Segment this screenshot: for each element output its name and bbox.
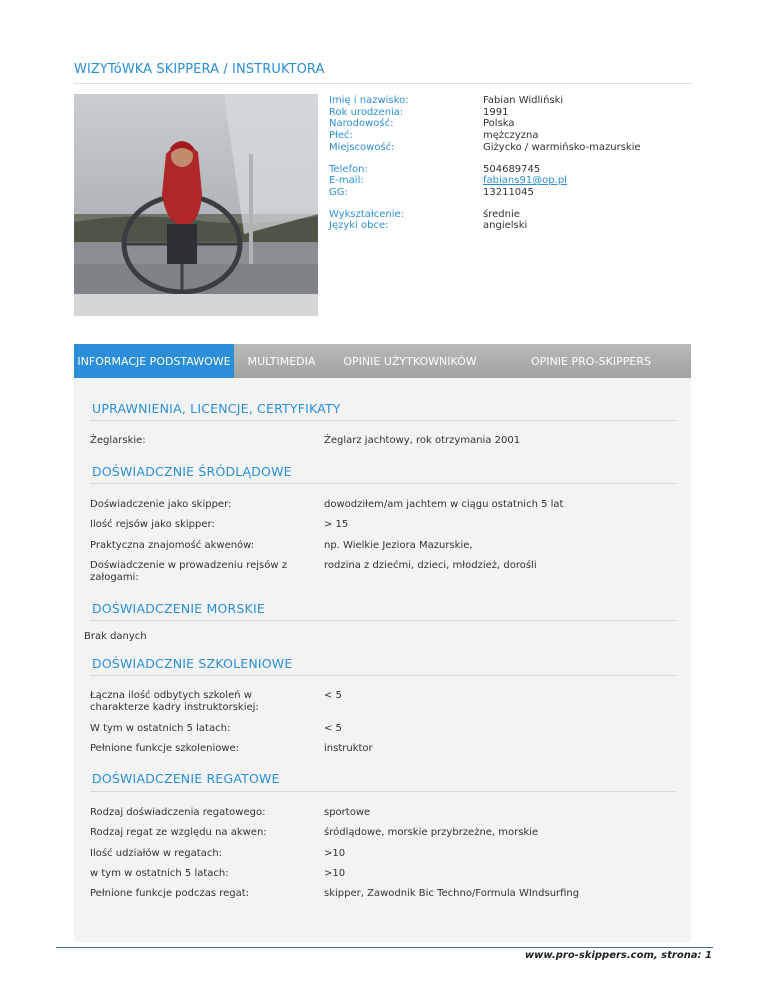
section-title-regatta: DOŚWIADCZENIE REGATOWE [92,771,280,786]
row-value: >10 [324,848,346,859]
row-label: Łączna ilość odbytych szkoleń w charakterze kadry instruktorskiej: [90,690,259,713]
label-education: Wykształcenie: [329,208,405,220]
row-value: rodzina z dziećmi, dzieci, młodzież, dorośli [324,560,537,571]
personal-info-group [329,95,709,154]
row-label: Pełnione funkcje podczas regat: [90,888,250,899]
footer-divider [56,947,713,948]
row-label: W tym w ostatnich 5 latach: [90,723,231,734]
label-gender: Płeć: [329,130,353,142]
section-divider [90,620,676,621]
section-divider [90,420,676,421]
row-label: Doświadczenie w prowadzeniu rejsów z załogami: [90,560,287,583]
value-phone: 504689745 [483,163,541,175]
row-value: śródlądowe, morskie przybrzeżne, morskie [324,827,539,838]
row-label: Rodzaj regat ze względu na akwen: [90,827,267,838]
section-title-inland: DOŚWIADCZNIE ŚRÓDLĄDOWE [92,464,292,479]
label-email: E-mail: [329,175,364,187]
row-label: Żeglarskie: [90,435,146,446]
tab-pro-skippers-opinions[interactable]: OPINIE PRO-SKIPPERS [531,354,651,368]
page-title: WIZYTóWKA SKIPPERA / INSTRUKTORA [74,62,325,77]
section-divider [90,675,676,676]
section-title-licenses: UPRAWNIENIA, LICENCJE, CERTYFIKATY [92,401,341,416]
label-city: Miejscowość: [329,141,395,153]
row-value: np. Wielkie Jeziora Mazurskie, [324,540,473,551]
value-birth-year: 1991 [483,106,509,118]
contact-info-group [329,164,709,199]
education-info-group [329,209,709,232]
profile-info [329,95,709,242]
row-value: sportowe [324,807,371,818]
row-value: < 5 [324,723,342,734]
row-value: > 15 [324,519,349,530]
sailing-photo-image [74,94,318,316]
label-languages: Języki obce: [329,220,389,232]
row-label: w tym w ostatnich 5 latach: [90,868,229,879]
label-birth-year: Rok urodzenia: [329,106,404,118]
row-label: Pełnione funkcje szkoleniowe: [90,743,240,754]
label-phone: Telefon: [329,163,368,175]
tab-bar [74,344,691,378]
row-value: dowodziłem/am jachtem w ciągu ostatnich 5 lat [324,499,564,510]
value-city: Giżycko / warmińsko-mazurskie [483,141,641,153]
row-label: Ilość udziałów w regatach: [90,848,223,859]
label-gg: GG: [329,186,348,198]
row-label: Rodzaj doświadczenia regatowego: [90,807,266,818]
row-label: Ilość rejsów jako skipper: [90,519,215,530]
row-value: instruktor [324,743,373,754]
row-label: Doświadczenie jako skipper: [90,499,232,510]
tab-user-opinions[interactable]: OPINIE UŻYTKOWNIKÓW [343,354,477,368]
value-name: Fabian Widliński [483,95,564,106]
section-divider [90,483,676,484]
tab-multimedia[interactable]: MULTIMEDIA [247,354,316,368]
label-nationality: Narodowość: [329,118,394,130]
value-gg: 13211045 [483,186,534,198]
page-footer: www.pro-skippers.com, strona: 1 [524,950,712,961]
row-value: Żeglarz jachtowy, rok otrzymania 2001 [324,435,521,446]
value-education: średnie [483,208,520,220]
row-value: < 5 [324,690,342,701]
tab-basic-info[interactable]: INFORMACJE PODSTAWOWE [74,344,234,378]
skipper-photo [74,94,318,316]
section-title-training: DOŚWIADCZNIE SZKOLENIOWE [92,656,293,671]
title-divider [74,83,692,84]
label-name: Imię i nazwisko: [329,95,409,106]
section-divider [90,791,676,792]
row-value: skipper, Zawodnik Bic Techno/Formula WIndsurfing [324,888,580,899]
value-languages: angielski [483,220,528,232]
row-label: Praktyczna znajomość akwenów: [90,540,255,551]
no-data-text: Brak danych [84,631,147,642]
content-panel [74,378,691,942]
section-title-sea: DOŚWIADCZENIE MORSKIE [92,601,265,616]
value-nationality: Polska [483,118,515,130]
value-gender: mężczyzna [483,130,539,142]
email-link[interactable]: fabians91@op.pl [483,175,567,187]
row-value: >10 [324,868,346,879]
